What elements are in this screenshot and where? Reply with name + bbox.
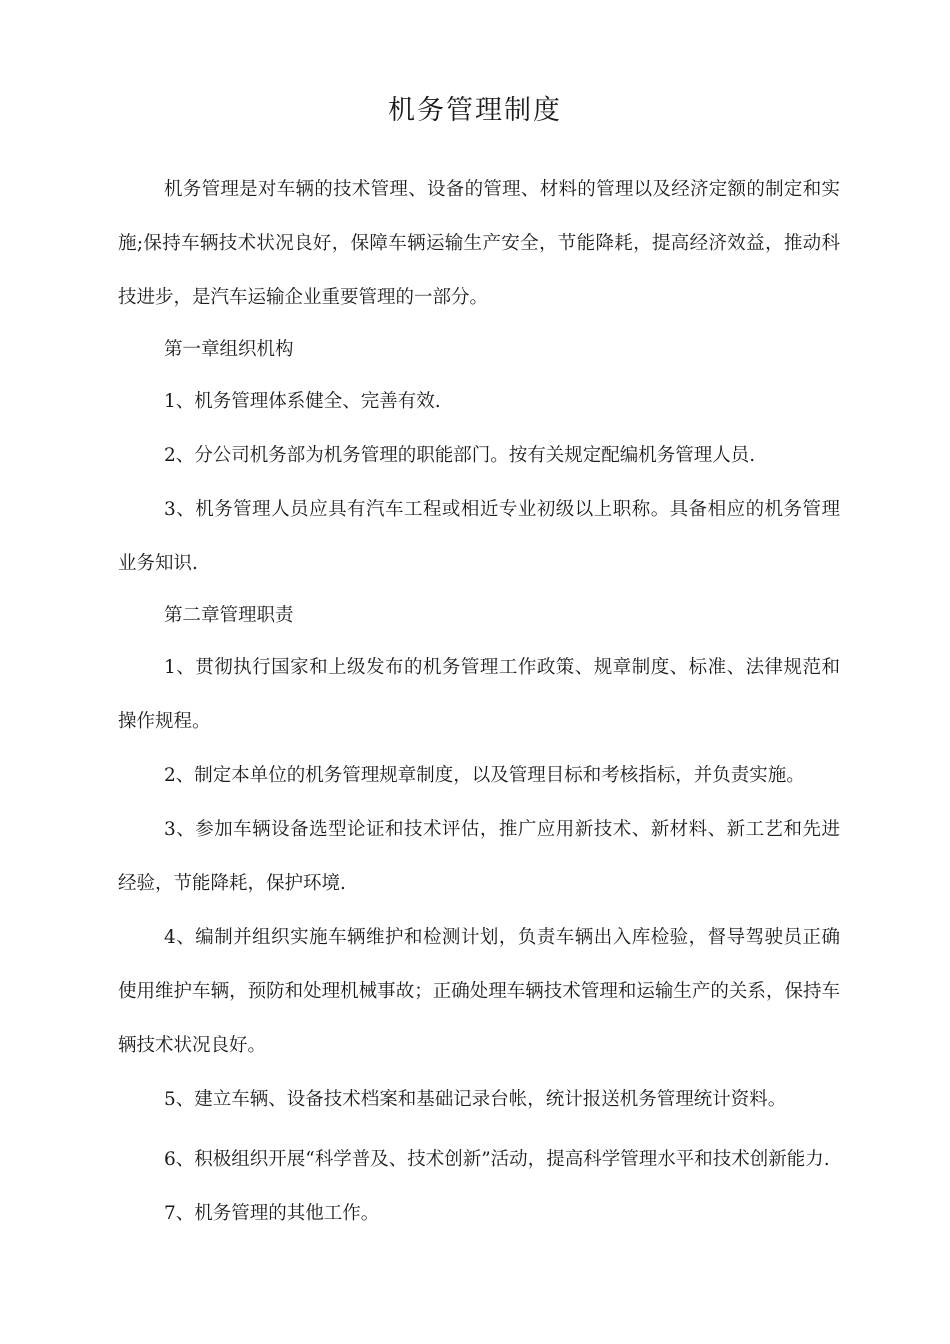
list-item-ch2-2: 2、制定本单位的机务管理规章制度，以及管理目标和考核指标，并负责实施。 — [164, 765, 805, 786]
document-title: 机务管理制度 — [388, 95, 562, 126]
document-body — [118, 163, 840, 1241]
list-item-ch1-3: 3、机务管理人员应具有汽车工程或相近专业初级以上职称。具备相应的机务管理业务知识. — [118, 499, 840, 574]
paragraph-intro: 机务管理是对车辆的技术管理、设备的管理、材料的管理以及经济定额的制定和实施;保持车辆技术状况良好，保障车辆运输生产安全，节能降耗，提高经济效益，推动科技进步，是汽车运输企业重要管理的一部分。 — [118, 179, 840, 308]
list-item-ch2-3: 3、参加车辆设备选型论证和技术评估，推广应用新技术、新材料、新工艺和先进经验，节能降耗，保护环境. — [118, 819, 840, 894]
list-item-ch2-1: 1、贯彻执行国家和上级发布的机务管理工作政策、规章制度、标准、法律规范和操作规程。 — [118, 657, 840, 732]
list-item-ch2-7: 7、机务管理的其他工作。 — [164, 1203, 380, 1224]
chapter-heading-2: 第二章管理职责 — [164, 605, 294, 626]
chapter-heading-1: 第一章组织机构 — [164, 339, 294, 360]
list-item-ch1-1: 1、机务管理体系健全、完善有效. — [164, 391, 441, 412]
list-item-ch2-6: 6、积极组织开展“科学普及、技术创新”活动，提高科学管理水平和技术创新能力. — [164, 1149, 830, 1170]
list-item-ch1-2: 2、分公司机务部为机务管理的职能部门。按有关规定配编机务管理人员. — [164, 445, 756, 466]
list-item-ch2-4: 4、编制并组织实施车辆维护和检测计划，负责车辆出入库检验，督导驾驶员正确使用维护车辆，预防和处理机械事故；正确处理车辆技术管理和运输生产的关系，保持车辆技术状况良好。 — [118, 927, 840, 1056]
list-item-ch2-5: 5、建立车辆、设备技术档案和基础记录台帐，统计报送机务管理统计资料。 — [164, 1089, 787, 1110]
